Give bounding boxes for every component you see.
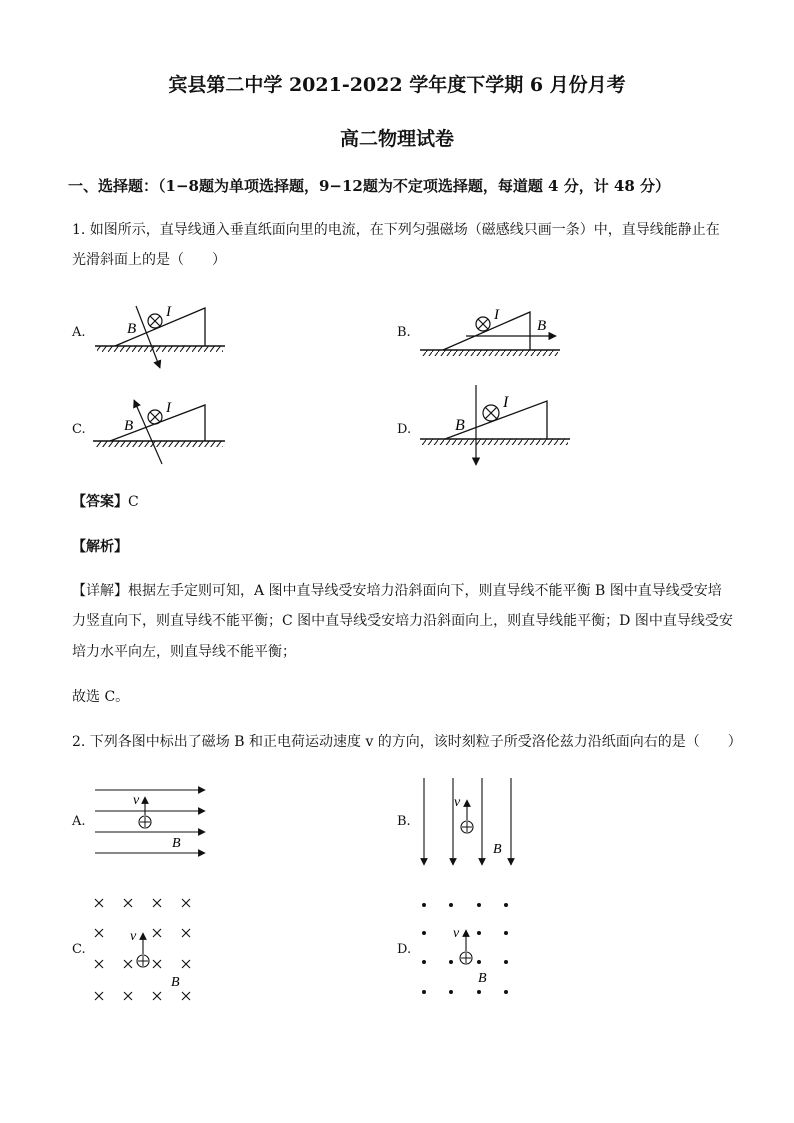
q1b-current-label: I xyxy=(494,307,499,323)
q1-option-c-label: C. xyxy=(72,422,86,437)
q1a-field-label: B xyxy=(127,321,137,337)
q2b-field-label: B xyxy=(493,842,502,857)
exam-title: 宾县第二中学 2021-2022 学年度下学期 6 月份月考 xyxy=(168,74,626,96)
q1-figure-a xyxy=(95,304,225,368)
q1-option-b-label: B. xyxy=(397,325,411,340)
q1-option-a-label: A. xyxy=(72,325,86,340)
q2b-velocity-label: v xyxy=(454,795,461,810)
q2a-velocity-label: v xyxy=(133,793,140,808)
exam-subtitle: 高二物理试卷 xyxy=(339,128,454,150)
q1-stem-line2: 光滑斜面上的是（ ） xyxy=(72,252,226,268)
q2a-field-label: B xyxy=(172,836,181,851)
q1-detail-line3: 培力水平向左，则直导线不能平衡； xyxy=(72,644,296,660)
q2-figure-d xyxy=(422,903,508,994)
q1-option-d-label: D. xyxy=(397,422,412,437)
q1a-current-label: I xyxy=(166,304,171,320)
q2-option-c-label: C. xyxy=(72,942,86,957)
q2-figure-a xyxy=(95,790,205,853)
q1-conclusion: 故选 C。 xyxy=(72,689,130,705)
q2-option-b-label: B. xyxy=(397,814,411,829)
q2-option-d-label: D. xyxy=(397,942,412,957)
q1-figure-d xyxy=(420,385,570,465)
answer-tag: 【答案】 xyxy=(72,494,128,510)
q1-figure-c xyxy=(93,400,225,464)
q1-detail-line2: 力竖直向下，则直导线不能平衡；C 图中直导线受安培力沿斜面向上，则直导线能平衡；D 图中直导线受安 xyxy=(72,613,733,629)
section-heading: 一、选择题：（1−8题为单项选择题，9−12题为不定项选择题，每道题 4 分，计 48 分） xyxy=(68,177,671,195)
q2-figure-b xyxy=(424,778,511,865)
q1c-current-label: I xyxy=(166,400,171,416)
answer-value: C xyxy=(128,494,139,510)
q2-stem: 2. 下列各图中标出了磁场 B 和正电荷运动速度 v 的方向，该时刻粒子所受洛伦兹力沿纸面向右的是（ ） xyxy=(72,734,742,750)
q2d-dot-grid xyxy=(422,903,508,994)
q1b-field-label: B xyxy=(537,318,547,334)
q1-detail-line1: 【详解】根据左手定则可知，A 图中直导线受安培力沿斜面向下，则直导线不能平衡 B 图中直导线受安培 xyxy=(72,583,722,599)
q1-answer xyxy=(72,492,139,512)
analysis-tag: 【解析】 xyxy=(72,539,128,555)
q1c-field-label: B xyxy=(124,418,134,434)
q1d-field-label: B xyxy=(455,417,465,434)
q2d-field-label: B xyxy=(478,971,487,986)
q1d-current-label: I xyxy=(503,394,509,411)
q1-stem-line1: 1. 如图所示，直导线通入垂直纸面向里的电流，在下列匀强磁场（磁感线只画一条）中，直导线能静止在 xyxy=(72,222,720,238)
q2c-velocity-label: v xyxy=(130,929,137,944)
q1-figure-b xyxy=(420,307,560,356)
q2-option-a-label: A. xyxy=(72,814,86,829)
q2c-field-label: B xyxy=(171,975,180,990)
q2d-velocity-label: v xyxy=(453,926,460,941)
